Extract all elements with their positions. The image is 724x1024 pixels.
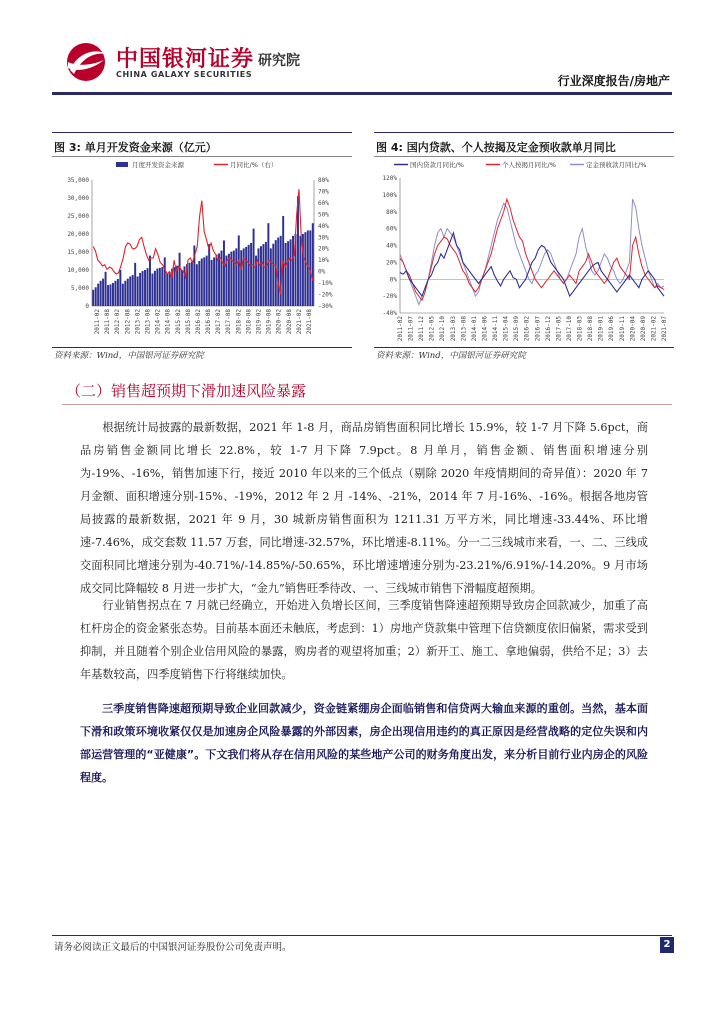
section-divider [62,404,672,405]
figure4-chart [374,158,674,348]
x-tick-label: 2016-12 [544,316,552,342]
bar [105,272,107,306]
bar [191,262,193,306]
y-right-tick-label: 20% [318,245,329,253]
bar [262,244,264,306]
legend-label-line: 月同比/%（右） [230,161,278,169]
x-tick-label: 2013-08 [460,316,468,342]
x-tick-label: 2012-02 [114,309,122,335]
x-tick-label: 2016-08 [205,309,213,335]
bar [139,273,141,306]
y-left-tick-label: 0 [85,303,89,310]
bar [245,247,247,306]
footer-divider [52,935,672,936]
bar [154,271,156,306]
bar [95,287,97,306]
bar [248,245,250,306]
y-right-tick-label: 0% [318,268,326,276]
legend-label-mortgage: 个人按揭月同比/% [502,161,556,169]
series-line-mortgage [400,199,664,300]
bar [156,269,158,306]
x-tick-label: 2016-07 [534,316,542,342]
x-tick-label: 2021-08 [305,309,313,335]
y-left-tick-label: 30,000 [67,195,89,202]
figure4-bottom-rule [374,347,674,348]
bar [102,279,104,306]
x-tick-label: 2015-09 [513,316,521,342]
x-tick-label: 2021-02 [295,309,303,335]
x-tick-label: 2012-10 [439,316,447,342]
legend-label-bar: 月度开发资金来源 [132,161,184,169]
x-tick-label: 2017-05 [555,316,563,342]
bar [216,255,218,306]
bar [117,279,119,306]
bar [122,284,124,306]
series-line-deposit [400,199,664,304]
bar [213,257,215,306]
bar [149,256,151,306]
y-left-tick-label: 15,000 [67,249,89,256]
legend-label-deposit: 定金预收款月同比/% [586,161,647,169]
figure4-legend [394,160,646,169]
bar [92,290,94,306]
x-tick-label: 2014-11 [492,316,500,342]
y-right-tick-label: 30% [318,234,329,242]
legend-swatch-bar [116,162,128,167]
y-left-tick-label: 20,000 [67,231,89,238]
bar [151,274,153,306]
header-divider [52,92,672,95]
section-heading: （二）销售超预期下滑加速风险暴露 [66,382,307,400]
brand-english-name: CHINA GALAXY SECURITIES [116,70,253,79]
bar [238,235,240,306]
bar [107,285,109,306]
bar [304,232,306,306]
x-tick-label: 2018-02 [235,309,243,335]
x-tick-label: 2016-02 [194,309,202,335]
brand-name: 中国银河证券 [116,47,255,72]
y-tick-label: 80% [386,208,397,216]
x-tick-label: 2017-10 [565,316,573,342]
legend-label-loans: 国内贷款月同比/% [410,161,464,169]
x-tick-label: 2019-11 [618,316,626,342]
x-tick-label: 2017-08 [225,309,233,335]
bar [144,270,146,306]
x-tick-label: 2019-06 [608,316,616,342]
bar [211,260,213,306]
bar [127,279,129,306]
bar [181,270,183,306]
paragraph-3: 三季度销售降速超预期导致企业回款减少，资金链紧绷房企面临销售和信贷两大输血来源的重创。当然，基本面下滑和政策环境收紧仅仅是加速房企风险暴露的外部因素，房企出现信用违约的真正原因是经营战略的定位失误和内部运营管理的“亚健康”。下文我们将从存在信用风险的某些地产公司的财务角度出发，来分析目前行业内房企的风险程度。 [80,702,648,784]
bar [253,229,255,306]
figure4-title-rule [374,156,674,157]
bar [201,258,203,306]
bar [250,243,252,306]
figure3-legend [116,160,277,169]
x-tick-label: 2013-03 [449,316,457,342]
paragraph-1: 根据统计局披露的最新数据，2021 年 1-8 月，商品房销售面积同比增长 15.9%，较 1-7 月下降 5.6pct，商品房销售金额同比增长 22.8%，较 1-7 月下降 7.9pct。8 月单月，销售金额、销售面积增速分别为-19%、-16%，销售加速下行，接近 2010 年以来的三个低点（剔除 2020 年疫情期间的奇异值）：2020 年 7 月金额、面积增速分别-15%、-19%，2012 年 2 月 -14%、-21%，2014 年 7 月-16%、-16%。根据各地房管局披露的最新数据，2021 年 9 月，30 城新房销售面积为 1211.31 万平方米，同比增速-33.44%、环比增速-7.46%，成交套数 11.57 万套，同比增速-32.57%，环比增速-8.11%。分一二三线城市来看，一、二、三线成交面积同比增速分别为-40.71%/-14.85%/-50.65%，环比增速增速分别为-23.21%/6.91%/-14.20%。9 月市场成交同比降幅较 8 月进一步扩大，“金九”销售旺季待改、一、三线城市销售下滑幅度超预期。 [80,421,648,595]
bar [203,257,205,306]
figure3-bottom-rule [52,347,352,348]
figure3-title-rule [52,156,352,157]
bar [228,254,230,306]
bar [260,246,262,306]
x-tick-label: 2012-08 [124,309,132,335]
galaxy-logo-icon [62,40,110,84]
y-tick-label: 100% [382,191,397,199]
y-right-tick-label: -10% [318,280,333,288]
bar [137,276,139,306]
y-tick-label: -20% [382,293,397,301]
figure3-source: 资料来源：Wind，中国银河证券研究院 [54,351,204,361]
bar [270,248,272,306]
figure4-source: 资料来源：Wind，中国银河证券研究院 [376,351,526,361]
x-tick-label: 2018-08 [245,309,253,335]
bar [164,257,166,306]
brand-institute: 研究院 [258,53,300,69]
x-tick-label: 2011-02 [397,316,404,342]
figure3-chart [52,158,352,348]
y-right-tick-label: 60% [318,199,329,207]
bar [161,267,163,306]
y-right-tick-label: -30% [318,303,333,310]
y-left-tick-label: 5,000 [70,285,89,292]
x-tick-label: 2011-08 [104,309,112,335]
x-tick-label: 2017-02 [215,309,223,335]
y-right-tick-label: -20% [318,291,333,299]
bar [198,261,200,306]
bar [285,243,287,306]
x-tick-label: 2014-02 [154,309,162,335]
brand-logo [62,40,322,84]
y-right-tick-label: 10% [318,257,329,265]
report-type: 行业深度报告/房地产 [557,74,670,88]
bar [169,272,171,306]
x-tick-label: 2020-09 [639,316,647,342]
x-tick-label: 2021-02 [650,316,658,342]
bar [265,242,267,306]
bar [258,248,260,306]
bar [299,236,301,306]
x-tick-label: 2013-02 [134,309,142,335]
x-tick-label: 2014-06 [481,316,489,342]
bar [290,239,292,306]
y-left-tick-label: 25,000 [67,213,89,220]
bar [129,276,131,306]
y-tick-label: 60% [386,225,397,233]
bar [287,241,289,306]
bar [110,284,112,306]
bar [196,264,198,306]
x-tick-label: 2019-01 [597,316,605,342]
bar [159,268,161,306]
x-tick-label: 2016-02 [523,316,531,342]
bar [223,240,225,306]
bar [280,236,282,306]
bar [309,230,311,306]
x-tick-label: 2019-08 [265,309,273,335]
bar [100,281,102,306]
figure4-top-rule [374,132,674,133]
bar [132,275,134,306]
bar [124,281,126,306]
y-tick-label: 120% [382,175,397,182]
bar [240,250,242,306]
y-tick-label: -40% [382,310,397,317]
page-number: 2 [660,937,674,953]
figure4-title: 图 4: 国内贷款、个人按揭及定金预收款单月同比 [376,141,616,154]
bar [179,253,181,306]
x-tick-label: 2015-02 [174,309,182,335]
x-tick-label: 2018-08 [587,316,595,342]
x-tick-label: 2014-01 [470,316,478,342]
y-tick-label: 40% [386,242,397,250]
x-tick-label: 2013-08 [144,309,152,335]
x-tick-label: 2014-08 [164,309,172,335]
bar [119,270,121,306]
footer-disclaimer: 请务必阅读正文最后的中国银河证券股份公司免责声明。 [54,942,292,953]
x-tick-label: 2020-02 [275,309,283,335]
x-tick-label: 2020-04 [629,316,637,342]
y-right-tick-label: 50% [318,211,329,219]
x-tick-label: 2019-02 [255,309,263,335]
y-tick-label: 20% [386,259,397,267]
bar [112,283,114,306]
x-tick-label: 2015-04 [502,316,510,342]
bar [235,248,237,306]
x-tick-label: 2011-02 [94,309,102,335]
bar [134,263,136,306]
bar [208,244,210,306]
figure3-top-rule [52,132,352,133]
bar [114,281,116,306]
x-tick-label: 2018-03 [576,316,584,342]
y-tick-label: 0% [389,276,397,284]
bar [312,223,314,306]
bar [292,236,294,306]
x-tick-label: 2012-05 [428,316,436,342]
bar [218,253,220,306]
bar [166,274,168,306]
bar [174,267,176,306]
paragraph-2: 行业销售拐点在 7 月就已经确立，开始进入负增长区间，三季度销售降速超预期导致房企回款减少，加重了高杠杆房企的资金紧张态势。目前基本面还未触底，考虑到：1）房地产贷款集中管理下信贷额度依旧偏紧，需求受到抑制，并且随着个别企业信用风险的暴露，购房者的观望将加重；2）新开工、施工、拿地偏弱，供给不足；3）去年基数较高，四季度销售下行将继续加快。 [80,599,648,681]
bar [147,268,149,306]
bar [233,251,235,306]
x-tick-label: 2021-07 [661,316,668,342]
y-left-tick-label: 10,000 [67,267,89,274]
y-right-tick-label: 70% [318,188,329,196]
bar [206,256,208,306]
bar [97,284,99,306]
bar [243,248,245,306]
y-left-tick-label: 35,000 [67,177,89,184]
x-tick-label: 2011-12 [418,316,426,342]
bar [272,244,274,306]
y-right-tick-label: 80% [318,177,329,184]
x-tick-label: 2011-07 [407,316,415,342]
x-tick-label: 2020-08 [285,309,293,335]
bar [142,271,144,306]
figure3-title: 图 3: 单月开发资金来源（亿元） [54,141,217,154]
bar [277,238,279,306]
y-right-tick-label: 40% [318,222,329,230]
x-tick-label: 2015-08 [184,309,192,335]
bar [188,263,190,306]
